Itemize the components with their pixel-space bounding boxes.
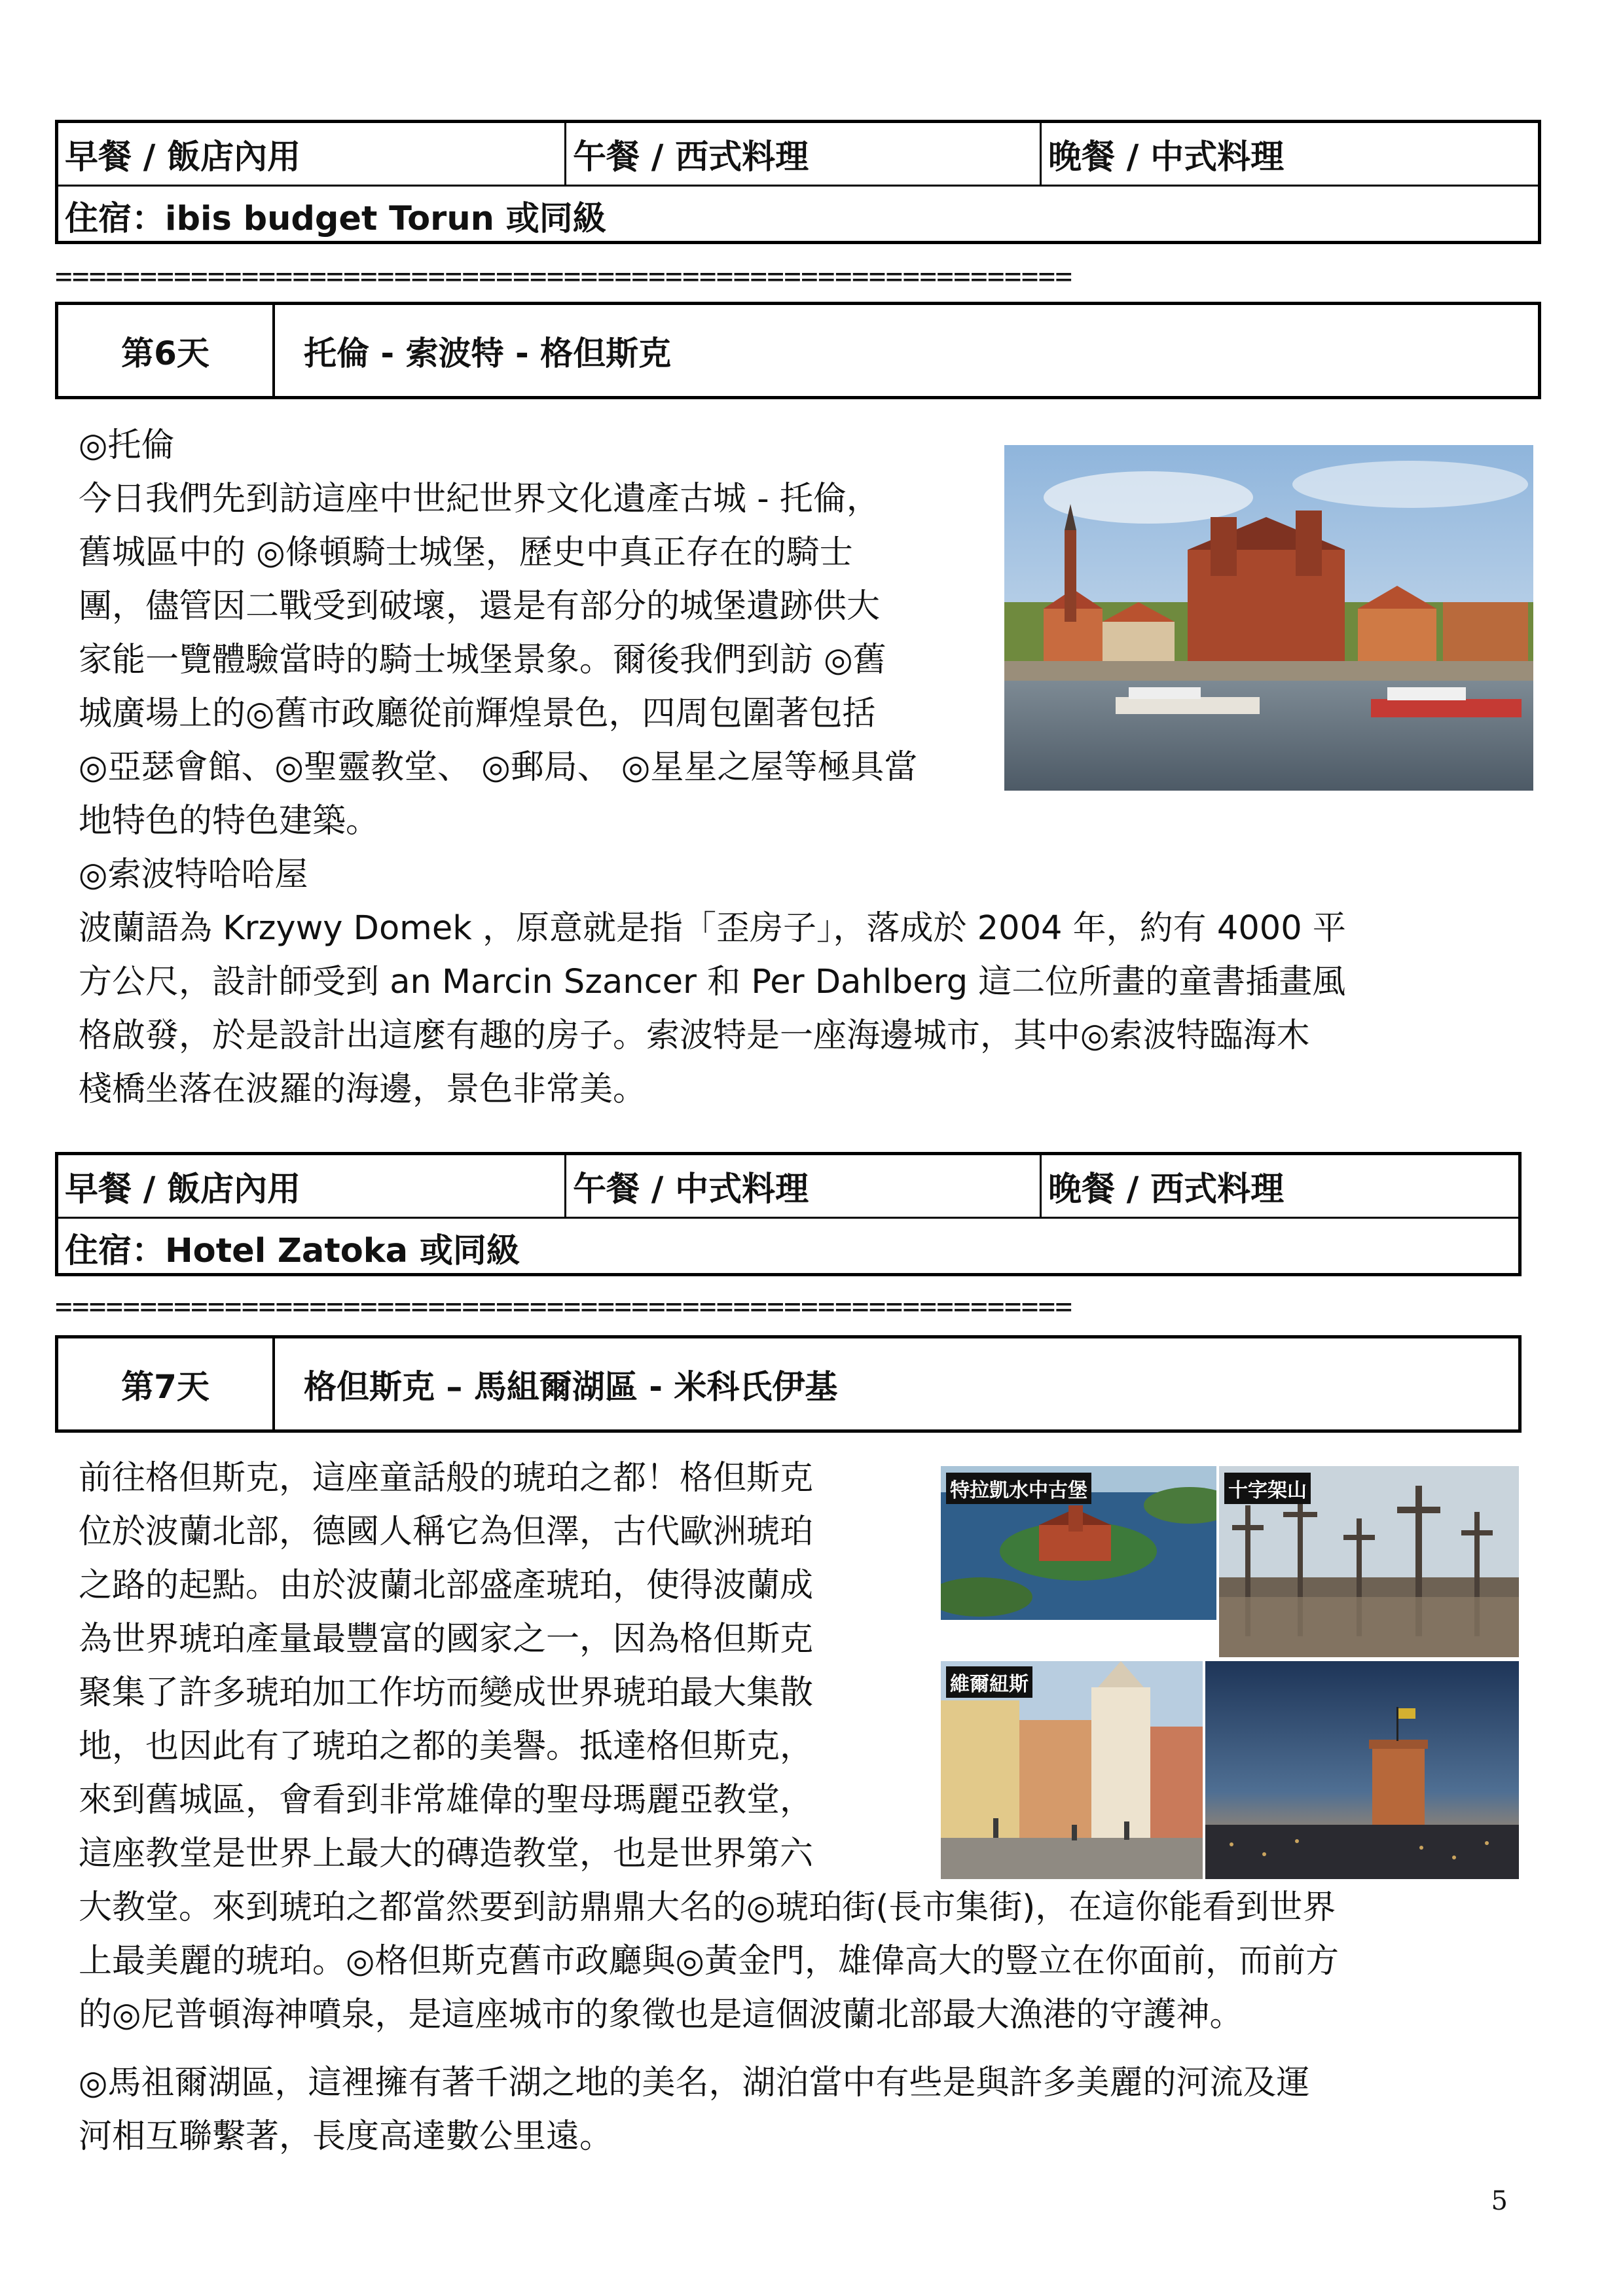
- day6-dinner: 晚餐 / 西式料理: [1048, 1170, 1285, 1209]
- day7-line: ◎馬祖爾湖區，這裡擁有著千湖之地的美名，湖泊當中有些是與許多美麗的河流及運: [79, 2064, 1310, 2102]
- separator-line: ============================================================: [55, 260, 1072, 293]
- gediminas-tower-photo: [1205, 1661, 1519, 1879]
- day6-line: 家能一覽體驗當時的騎士城堡景象。爾後我們到訪 ◎舊: [79, 641, 886, 679]
- day7-line: 為世界琥珀產量最豐富的國家之一，因為格但斯克: [79, 1620, 814, 1659]
- hill-of-crosses-photo: [1219, 1466, 1519, 1657]
- day6-hotel: 住宿：Hotel Zatoka 或同級: [65, 1231, 520, 1270]
- day6-meal-table: [55, 1152, 1522, 1276]
- day7-line: 聚集了許多琥珀加工作坊而變成世界琥珀最大集散: [79, 1674, 814, 1712]
- torun-old-town-photo: [1004, 445, 1533, 791]
- day6-line: 波蘭語為 Krzywy Domek ，原意就是指「歪房子」，落成於 2004 年，約有 4000 平: [79, 909, 1346, 948]
- day6-line: 舊城區中的 ◎條頓騎士城堡，歷史中真正存在的騎士: [79, 533, 853, 572]
- day6-breakfast: 早餐 / 飯店內用: [58, 1155, 566, 1217]
- day6-line: 地特色的特色建築。: [79, 802, 380, 840]
- torun-photo-illustration: [1004, 445, 1533, 791]
- day7-number: 第7天: [58, 1338, 275, 1429]
- day6-line: 團，儘管因二戰受到破壞，還是有部分的城堡遺跡供大: [79, 587, 881, 626]
- day6-header: [55, 302, 1541, 399]
- tower-illustration: [1205, 1661, 1519, 1879]
- vilnius-street-photo: [941, 1661, 1203, 1879]
- day6-line: ◎亞瑟會館、◎聖靈教堂、 ◎郵局、 ◎星星之屋等極具當: [79, 748, 918, 787]
- day7-line: 位於波蘭北部，德國人稱它為但澤，古代歐洲琥珀: [79, 1513, 814, 1551]
- day7-line: 的◎尼普頓海神噴泉，是這座城市的象徵也是這個波蘭北部最大漁港的守護神。: [79, 1996, 1243, 2034]
- day5-dinner: 晚餐 / 中式料理: [1048, 138, 1285, 177]
- day7-line: 河相互聯繫著，長度高達數公里遠。: [79, 2117, 613, 2156]
- day6-line: 格啟發，於是設計出這麼有趣的房子。索波特是一座海邊城市，其中◎索波特臨海木: [79, 1016, 1310, 1055]
- day6-route: 托倫 - 索波特 - 格但斯克: [304, 334, 672, 372]
- day6-line: ◎索波特哈哈屋: [79, 855, 308, 894]
- day7-line: 前往格但斯克，這座童話般的琥珀之都！格但斯克: [79, 1459, 814, 1498]
- day6-number: 第6天: [58, 305, 275, 396]
- separator-line: ============================================================: [55, 1291, 1072, 1323]
- day6-line: 今日我們先到訪這座中世紀世界文化遺產古城 - 托倫，: [79, 480, 880, 518]
- day5-hotel: 住宿：ibis budget Torun 或同級: [65, 199, 606, 238]
- page-number: 5: [1491, 2186, 1508, 2216]
- day7-route: 格但斯克 – 馬組爾湖區 - 米科氏伊基: [304, 1367, 838, 1406]
- day7-line: 大教堂。來到琥珀之都當然要到訪鼎鼎大名的◎琥珀街(長市集街)，在這你能看到世界: [79, 1888, 1336, 1927]
- day5-meal-table: [55, 120, 1541, 244]
- day6-line: ◎托倫: [79, 426, 175, 465]
- day6-line: 方公尺，設計師受到 an Marcin Szancer 和 Per Dahlberg 這二位所畫的童書插畫風: [79, 963, 1346, 1001]
- day7-line: 地，也因此有了琥珀之都的美譽。抵達格但斯克，: [79, 1727, 814, 1766]
- day7-line: 之路的起點。由於波蘭北部盛產琥珀，使得波蘭成: [79, 1566, 814, 1605]
- day7-header: [55, 1335, 1522, 1433]
- trakai-castle-photo: [941, 1466, 1216, 1620]
- day5-lunch: 午餐 / 西式料理: [566, 123, 1042, 185]
- trakai-label: 特拉凱水中古堡: [946, 1473, 1091, 1504]
- day6-line: 棧橋坐落在波羅的海邊，景色非常美。: [79, 1070, 647, 1109]
- day7-line: 來到舊城區，會看到非常雄偉的聖母瑪麗亞教堂，: [79, 1781, 814, 1820]
- day5-breakfast: 早餐 / 飯店內用: [58, 123, 566, 185]
- crosses-label: 十字架山: [1224, 1473, 1311, 1504]
- day7-line: 上最美麗的琥珀。◎格但斯克舊市政廳與◎黃金門，雄偉高大的豎立在你面前，而前方: [79, 1942, 1340, 1981]
- vilnius-label: 維爾紐斯: [946, 1666, 1032, 1698]
- day7-line: 這座教堂是世界上最大的磚造教堂，也是世界第六: [79, 1835, 814, 1873]
- day6-lunch: 午餐 / 中式料理: [566, 1155, 1042, 1217]
- day6-line: 城廣場上的◎舊市政廳從前輝煌景色，四周包圍著包括: [79, 694, 876, 733]
